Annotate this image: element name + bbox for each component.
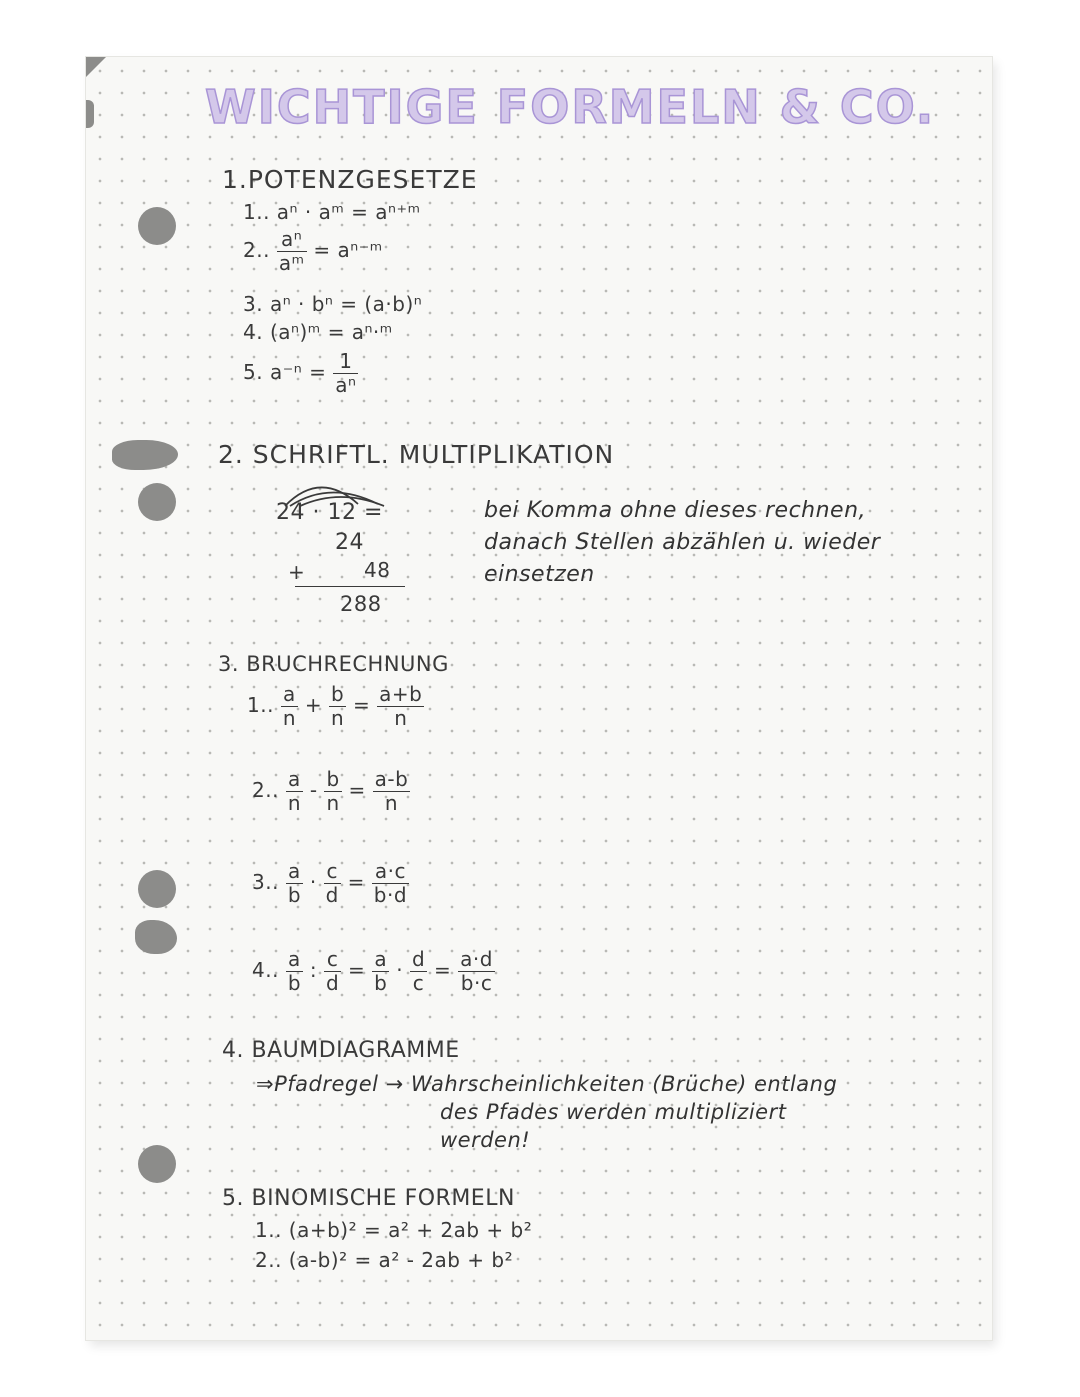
numerator: b [326,767,340,791]
section-heading-multiplikation: 2. SCHRIFTL. MULTIPLIKATION [218,440,615,469]
numerator: a [281,683,298,707]
fraction [277,228,307,275]
page-title: WICHTIGE FORMELN & CO. [205,80,936,134]
numerator: a [286,768,303,792]
formula-rule-2 [243,228,383,275]
note-line-3: einsetzen [484,562,595,587]
formula-rule-1: 1.. aⁿ · aᵐ = aⁿ⁺ᵐ [243,200,421,224]
equals: = [347,870,365,894]
denominator: n [326,791,340,815]
sum-line [295,586,405,587]
operator: - [309,778,318,802]
fraction [281,683,298,730]
fraction-rule-3 [252,860,409,907]
numerator: 1 [333,350,358,374]
note-line-1: bei Komma ohne dieses rechnen, [484,498,867,523]
numerator: a-b [374,767,409,791]
section-heading-binomische-formeln: 5. BINOMISCHE FORMELN [222,1186,515,1211]
operator: · [396,958,404,982]
punch-hole [135,920,177,954]
rule-label: 1.. [247,693,274,717]
fraction [286,768,303,815]
equals: = [353,693,371,717]
result-fraction [458,948,495,995]
numerator: a [286,948,303,972]
fraction [324,948,341,995]
denominator: b·c [460,971,493,995]
formula-rule-5 [243,350,358,397]
fraction [324,860,341,907]
fraction-rule-2 [252,768,410,815]
numerator: d [411,947,426,971]
fraction [286,948,303,995]
result-fraction [372,860,409,907]
numerator: a+b [379,682,423,706]
fraction-rule-4 [252,948,495,995]
fraction [329,683,346,730]
pfadregel-line-3: werden! [440,1128,531,1152]
multiplication-problem: 24 · 12 = [276,500,383,525]
fraction [410,948,427,995]
numerator: c [324,948,341,972]
binomial-formula-1: 1.. (a+b)² = a² + 2ab + b² [255,1218,533,1242]
section-heading-baumdiagramme: 4. BAUMDIAGRAMME [222,1038,460,1063]
rule-label: 4.. [252,958,279,982]
punch-hole [138,870,176,908]
rule-label: 2.. [252,778,279,802]
rule-label: 5. a⁻ⁿ = [243,360,327,384]
partial-product-2: 48 [364,558,391,582]
denominator: n [330,706,345,730]
section-heading-potenzgesetze: 1.POTENZGESETZE [222,165,478,194]
numerator: aⁿ [277,228,307,252]
pfadregel-line-2: des Pfades werden multipliziert [440,1100,787,1124]
denominator: d [325,883,339,907]
operator: : [309,958,318,982]
denominator: n [384,791,399,815]
numerator: c [324,860,341,884]
operator: · [309,870,317,894]
equals: = [434,958,452,982]
numerator: a [372,948,389,972]
note-line-2: danach Stellen abzählen u. wieder [484,530,881,555]
denominator: c [412,971,425,995]
denominator: b·d [373,883,408,907]
fraction [372,948,389,995]
denominator: b [287,971,302,995]
notebook-page [86,57,992,1340]
binomial-formula-2: 2.. (a-b)² = a² - 2ab + b² [255,1248,514,1272]
result-fraction [377,683,424,730]
numerator: a·d [460,947,493,971]
fraction [324,768,341,815]
denominator: d [325,971,340,995]
denominator: n [287,791,301,815]
denominator: n [394,706,408,730]
numerator: a·c [372,860,409,884]
equals: = [348,778,366,802]
result-fraction [373,768,411,815]
formula-rule-3: 3. aⁿ · bⁿ = (a·b)ⁿ [243,292,423,316]
pfadregel-line-1: ⇒Pfadregel → Wahrscheinlichkeiten (Brüche) entlang [256,1072,838,1096]
fraction [286,860,303,907]
torn-edge [86,100,94,128]
partial-product-1: 24 [335,530,364,555]
punch-hole [138,207,176,245]
fraction [333,350,358,397]
punch-hole [138,483,176,521]
section-heading-bruchrechnung: 3. BRUCHRECHNUNG [218,652,449,676]
plus-sign: + [288,560,306,584]
multiplication-result: 288 [340,592,382,616]
rule-label: 2.. [243,238,270,262]
numerator: b [330,682,345,706]
denominator: n [282,706,296,730]
rule-result: = aⁿ⁻ᵐ [313,238,383,262]
denominator: b [374,971,388,995]
folded-corner [86,57,106,77]
equals: = [348,958,366,982]
numerator: a [286,860,303,884]
formula-rule-4: 4. (aⁿ)ᵐ = aⁿ·ᵐ [243,320,393,344]
fraction-rule-1 [247,683,424,730]
operator: + [304,693,323,717]
denominator: b [287,883,302,907]
denominator: aⁿ [335,373,357,397]
rule-label: 3.. [252,870,279,894]
punch-hole [138,1145,176,1183]
denominator: aᵐ [278,251,305,275]
